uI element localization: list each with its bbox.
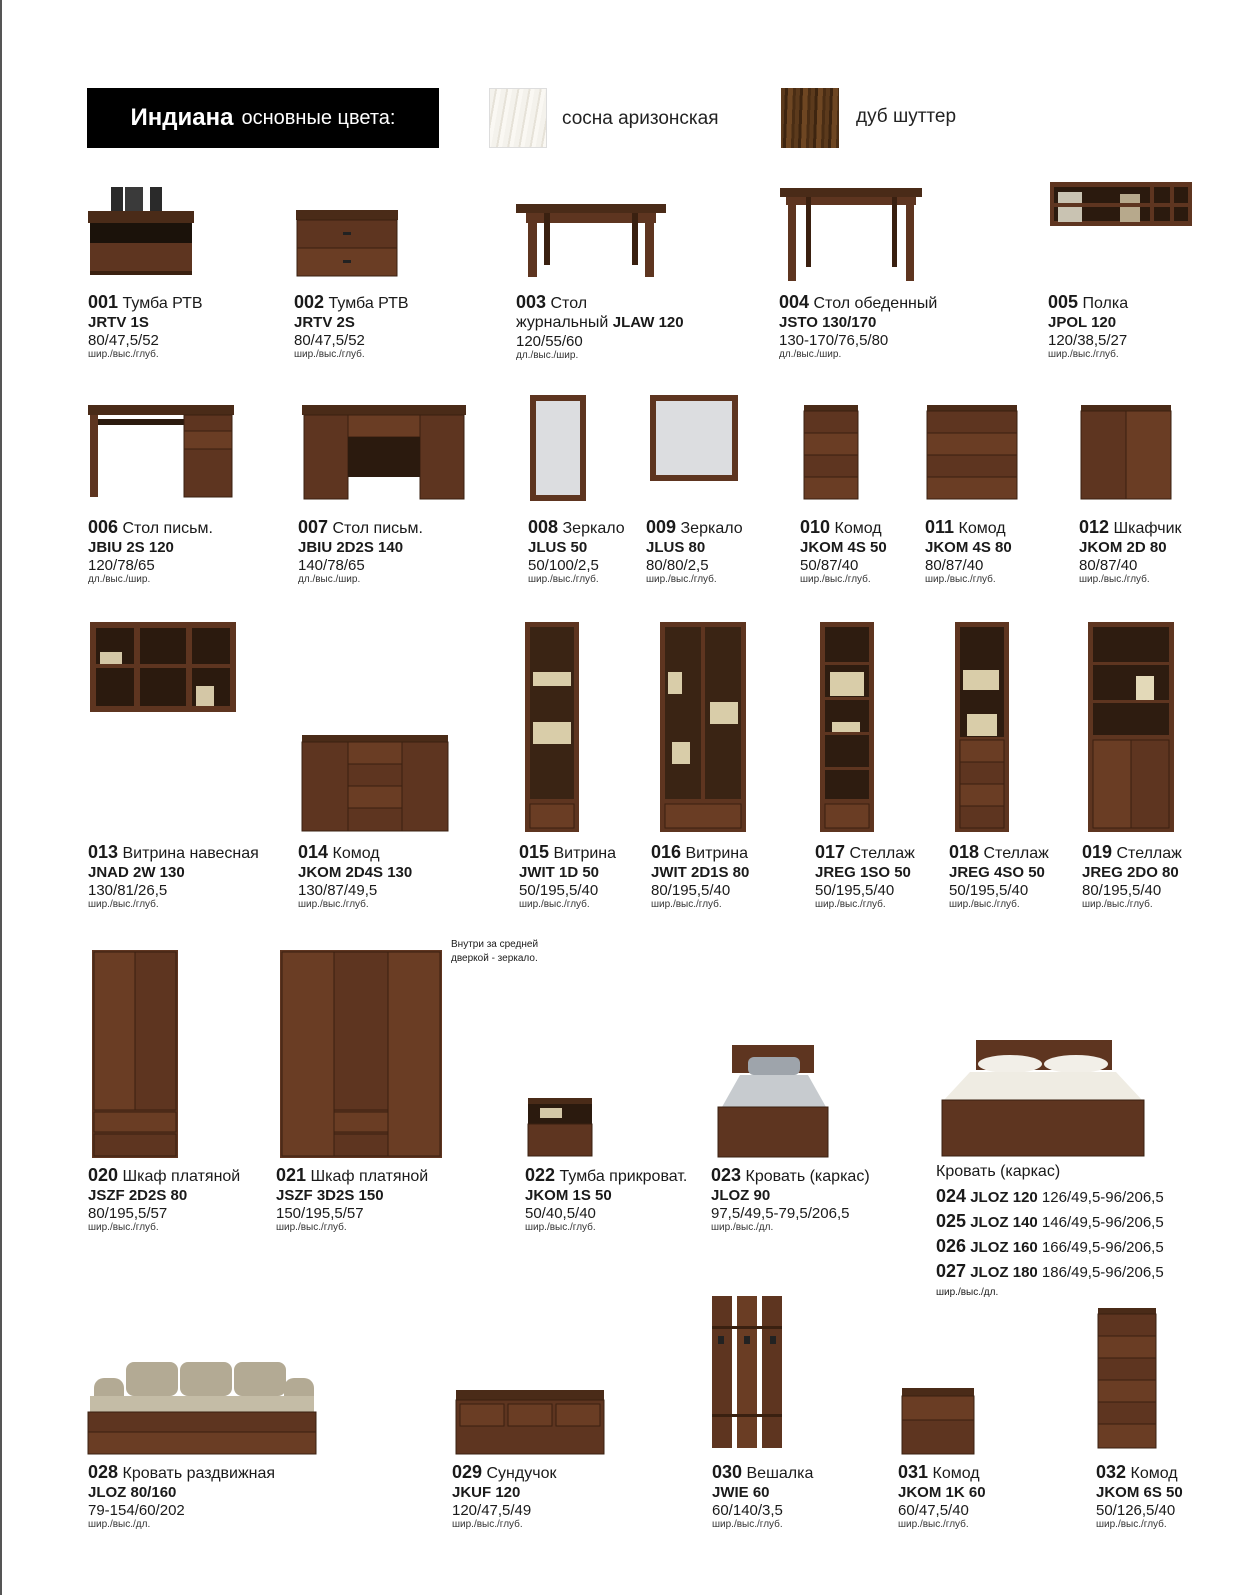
product-dimensions: 146/49,5-96/206,5 — [1041, 1214, 1164, 1231]
product-number: 006 — [88, 517, 119, 537]
dimension-caption: шир./выс./глуб. — [298, 899, 369, 911]
dimension-caption: шир./выс./глуб. — [712, 1519, 783, 1531]
product-code: JKOM 1S 50 — [525, 1186, 612, 1204]
product-name: Тумба РТВ — [328, 295, 409, 312]
product-code: JSZF 3D2S 150 — [276, 1186, 384, 1204]
wardrobe-icon — [92, 950, 178, 1158]
color-name-shutter-oak: дуб шуттер — [856, 106, 957, 127]
product-code: JKOM 2D4S 130 — [298, 863, 413, 881]
product-name: Комод — [834, 520, 882, 537]
product-number: 031 — [898, 1462, 929, 1482]
dimension-caption: шир./выс./глуб. — [1079, 574, 1150, 586]
coat-rack-icon — [712, 1296, 782, 1448]
product-name: Комод — [332, 845, 380, 862]
product-number: 025 — [936, 1211, 967, 1231]
product-dimensions: 120/78/65 — [88, 556, 155, 574]
product-code: JBIU 2S 120 — [88, 538, 174, 556]
dimension-caption: шир./выс./глуб. — [452, 1519, 523, 1531]
product-name: Зеркало — [680, 520, 743, 537]
product-code: JKOM 4S 80 — [925, 538, 1012, 556]
product-021 — [276, 1165, 428, 1234]
product-name: Вешалка — [746, 1465, 814, 1482]
product-010 — [800, 517, 887, 586]
product-name: Витрина навесная — [122, 845, 259, 862]
double-bed-header: Кровать (каркас) — [936, 1163, 1061, 1180]
wardrobe-mirror-note — [451, 938, 538, 966]
product-code: JLOZ 140 — [970, 1214, 1038, 1231]
product-code: JKUF 120 — [452, 1483, 521, 1501]
product-dimensions: 126/49,5-96/206,5 — [1041, 1189, 1164, 1206]
product-dimensions: 50/100/2,5 — [528, 556, 599, 574]
product-name: Кровать раздвижная — [122, 1465, 276, 1482]
product-code: JREG 1SO 50 — [815, 863, 911, 881]
dimension-caption: дл./выс./шир. — [298, 574, 361, 586]
product-dimensions: 186/49,5-96/206,5 — [1041, 1264, 1164, 1281]
bed-row-025 — [936, 1211, 1164, 1232]
product-name: Комод — [932, 1465, 980, 1482]
dimension-caption: шир./выс./глуб. — [294, 349, 365, 361]
dimension-caption: шир./выс./глуб. — [949, 899, 1020, 911]
bed-row-026 — [936, 1236, 1164, 1257]
product-code: JRTV 2S — [294, 313, 355, 331]
dresser-wide-icon — [927, 405, 1017, 501]
product-number: 002 — [294, 292, 325, 312]
product-name: Шкафчик — [1113, 520, 1182, 537]
product-028 — [88, 1462, 275, 1531]
product-name: Тумба РТВ — [122, 295, 203, 312]
product-code: JRTV 1S — [88, 313, 149, 331]
product-name-line2: журнальный — [516, 313, 609, 331]
dimension-caption: шир./выс./глуб. — [815, 899, 886, 911]
product-number: 014 — [298, 842, 329, 862]
product-dimensions: 50/195,5/40 — [519, 881, 599, 899]
dimension-caption: дл./выс./шир. — [779, 349, 842, 361]
wall-shelf-icon — [1050, 182, 1192, 226]
product-023 — [711, 1165, 870, 1234]
product-032 — [1096, 1462, 1183, 1531]
dimension-caption: шир./выс./глуб. — [800, 574, 871, 586]
dimension-caption: шир./выс./дл. — [88, 1519, 151, 1531]
product-code: JLOZ 80/160 — [88, 1483, 177, 1501]
product-009 — [646, 517, 743, 586]
wardrobe-triple-icon — [280, 950, 442, 1158]
product-dimensions: 60/140/3,5 — [712, 1501, 783, 1519]
dimension-caption: шир./выс./глуб. — [1048, 349, 1119, 361]
product-name: Стол — [550, 295, 588, 312]
product-dimensions: 130-170/76,5/80 — [779, 331, 889, 349]
product-031 — [898, 1462, 986, 1531]
product-number: 029 — [452, 1462, 483, 1482]
product-name: Шкаф платяной — [310, 1168, 429, 1185]
product-code: JLUS 80 — [646, 538, 706, 556]
brand-name: Индиана — [130, 104, 234, 131]
product-dimensions: 80/195,5/57 — [88, 1204, 168, 1222]
bookcase-icon — [820, 622, 874, 832]
product-code: JREG 4SO 50 — [949, 863, 1045, 881]
product-code: JLOZ 120 — [970, 1189, 1038, 1206]
product-number: 003 — [516, 292, 547, 312]
dimension-caption: шир./выс./глуб. — [519, 899, 590, 911]
product-017 — [815, 842, 915, 911]
product-name: Полка — [1082, 295, 1129, 312]
product-018 — [949, 842, 1049, 911]
product-dimensions: 166/49,5-96/206,5 — [1041, 1239, 1164, 1256]
desk-double-icon — [302, 405, 466, 499]
product-number: 020 — [88, 1165, 119, 1185]
product-name: Стеллаж — [983, 845, 1049, 862]
product-number: 023 — [711, 1165, 742, 1185]
product-030 — [712, 1462, 813, 1531]
product-dimensions: 80/87/40 — [1079, 556, 1138, 574]
product-dimensions: 80/195,5/40 — [651, 881, 731, 899]
color-name-arizona-pine: сосна аризонская — [562, 108, 719, 129]
coffee-table-icon — [516, 204, 666, 280]
dimension-caption: шир./выс./дл. — [936, 1287, 999, 1298]
product-code: JWIT 1D 50 — [519, 863, 600, 881]
product-number: 010 — [800, 517, 831, 537]
product-number: 009 — [646, 517, 677, 537]
product-number: 016 — [651, 842, 682, 862]
product-number: 011 — [925, 517, 955, 537]
product-number: 004 — [779, 292, 810, 312]
product-code: JWIT 2D1S 80 — [651, 863, 750, 881]
low-chest-icon — [902, 1388, 974, 1454]
mirror-tall-icon — [530, 395, 586, 501]
product-code: JSTO 130/170 — [779, 313, 877, 331]
dimension-caption: шир./выс./глуб. — [646, 574, 717, 586]
chest-icon — [456, 1390, 604, 1454]
single-bed-icon — [716, 1045, 830, 1157]
product-001 — [88, 292, 203, 361]
product-number: 021 — [276, 1165, 307, 1185]
product-029 — [452, 1462, 556, 1531]
desk-icon — [88, 405, 234, 497]
product-code: JSZF 2D2S 80 — [88, 1186, 188, 1204]
dimension-caption: шир./выс./глуб. — [1082, 899, 1153, 911]
sideboard-icon — [302, 735, 448, 833]
bookcase-doors-icon — [1088, 622, 1174, 832]
product-code: JKOM 2D 80 — [1079, 538, 1167, 556]
dresser-narrow-icon — [804, 405, 858, 501]
product-name: Зеркало — [562, 520, 625, 537]
product-dimensions: 80/195,5/40 — [1082, 881, 1162, 899]
product-dimensions: 80/47,5/52 — [294, 331, 365, 349]
product-013 — [88, 842, 259, 911]
product-code: JPOL 120 — [1048, 313, 1117, 331]
product-007 — [298, 517, 423, 586]
dimension-caption: шир./выс./глуб. — [925, 574, 996, 586]
product-number: 008 — [528, 517, 559, 537]
display-cabinet-icon — [525, 622, 579, 832]
product-name: Шкаф платяной — [122, 1168, 241, 1185]
brand-banner — [87, 88, 439, 148]
product-003 — [516, 292, 684, 362]
nightstand-icon — [528, 1098, 592, 1158]
product-016 — [651, 842, 749, 911]
dimension-caption: шир./выс./глуб. — [1096, 1519, 1167, 1531]
product-number: 018 — [949, 842, 980, 862]
product-number: 032 — [1096, 1462, 1127, 1482]
product-code: JREG 2DO 80 — [1082, 863, 1179, 881]
dining-table-icon — [780, 188, 922, 282]
product-002 — [294, 292, 409, 361]
product-code: JKOM 1K 60 — [898, 1483, 986, 1501]
product-number: 024 — [936, 1186, 967, 1206]
product-name: Витрина — [553, 845, 617, 862]
product-012 — [1079, 517, 1182, 586]
product-dimensions: 50/195,5/40 — [949, 881, 1029, 899]
dimension-caption: шир./выс./глуб. — [651, 899, 722, 911]
dimension-caption: шир./выс./глуб. — [525, 1222, 596, 1234]
product-dimensions: 80/47,5/52 — [88, 331, 159, 349]
product-name: Витрина — [685, 845, 749, 862]
product-number: 019 — [1082, 842, 1113, 862]
dimension-caption: шир./выс./глуб. — [88, 899, 159, 911]
color-swatch-shutter-oak — [781, 88, 839, 148]
tv-stand-drawers-icon — [296, 210, 398, 282]
product-number: 005 — [1048, 292, 1079, 312]
bed-row-027 — [936, 1261, 1164, 1282]
product-name: Сундучок — [486, 1465, 557, 1482]
mirror-square-icon — [650, 395, 738, 481]
product-code: JNAD 2W 130 — [88, 863, 185, 881]
bed-row-024 — [936, 1186, 1164, 1207]
sofa-bed-icon — [88, 1362, 316, 1454]
display-cabinet-double-icon — [660, 622, 746, 832]
product-code: JKOM 4S 50 — [800, 538, 887, 556]
product-number: 007 — [298, 517, 329, 537]
product-020 — [88, 1165, 240, 1234]
product-dimensions: 80/80/2,5 — [646, 556, 709, 574]
tv-stand-icon — [88, 185, 194, 281]
product-006 — [88, 517, 213, 586]
cabinet-icon — [1081, 405, 1171, 501]
product-name: Кровать (каркас) — [745, 1168, 870, 1185]
note-line-1: Внутри за средней — [451, 939, 539, 950]
product-name: Комод — [1130, 1465, 1178, 1482]
product-008 — [528, 517, 625, 586]
product-dimensions: 120/47,5/49 — [452, 1501, 532, 1519]
product-number: 001 — [88, 292, 119, 312]
dimension-caption: шир./выс./глуб. — [88, 1222, 159, 1234]
product-code: JLAW 120 — [612, 313, 684, 331]
product-dimensions: 50/195,5/40 — [815, 881, 895, 899]
product-number: 027 — [936, 1261, 967, 1281]
brand-subtitle: основные цвета: — [241, 106, 396, 129]
product-dimensions: 120/38,5/27 — [1048, 331, 1128, 349]
product-015 — [519, 842, 616, 911]
product-dimensions: 140/78/65 — [298, 556, 365, 574]
product-dimensions: 80/87/40 — [925, 556, 984, 574]
double-bed-icon — [940, 1040, 1146, 1158]
product-dimensions: 79-154/60/202 — [88, 1501, 185, 1519]
product-code: JKOM 6S 50 — [1096, 1483, 1183, 1501]
product-name: Стеллаж — [1116, 845, 1182, 862]
product-number: 028 — [88, 1462, 119, 1482]
product-dimensions: 120/55/60 — [516, 332, 583, 350]
product-022 — [525, 1165, 687, 1234]
product-number: 026 — [936, 1236, 967, 1256]
product-dimensions: 130/81/26,5 — [88, 881, 168, 899]
product-005 — [1048, 292, 1128, 361]
product-code: JLUS 50 — [528, 538, 588, 556]
dimension-caption: шир./выс./глуб. — [528, 574, 599, 586]
product-011 — [925, 517, 1012, 586]
product-dimensions: 150/195,5/57 — [276, 1204, 364, 1222]
page-left-border — [0, 0, 2, 1595]
product-dimensions: 50/126,5/40 — [1096, 1501, 1176, 1519]
wall-display-icon — [90, 622, 236, 712]
product-number: 030 — [712, 1462, 743, 1482]
product-name: Стеллаж — [849, 845, 915, 862]
product-number: 017 — [815, 842, 846, 862]
dimension-caption: шир./выс./дл. — [711, 1222, 774, 1234]
product-dimensions: 50/40,5/40 — [525, 1204, 596, 1222]
dimension-caption: дл./выс./шир. — [88, 574, 151, 586]
product-014 — [298, 842, 412, 911]
dimension-caption: шир./выс./глуб. — [88, 349, 159, 361]
product-019 — [1082, 842, 1182, 911]
color-swatch-arizona-pine — [489, 88, 547, 148]
product-number: 015 — [519, 842, 550, 862]
product-code: JLOZ 180 — [970, 1264, 1038, 1281]
product-name: Стол письм. — [122, 520, 213, 537]
note-line-2: дверкой - зеркало. — [451, 953, 538, 964]
bookcase-drawers-icon — [955, 622, 1009, 832]
product-number: 013 — [88, 842, 119, 862]
product-name: Стол обеденный — [813, 295, 938, 312]
product-name: Тумба прикроват. — [559, 1168, 688, 1185]
product-dimensions: 50/87/40 — [800, 556, 859, 574]
product-dimensions: 60/47,5/40 — [898, 1501, 969, 1519]
product-dimensions: 130/87/49,5 — [298, 881, 378, 899]
product-number: 012 — [1079, 517, 1110, 537]
dimension-caption: шир./выс./глуб. — [898, 1519, 969, 1531]
product-code: JBIU 2D2S 140 — [298, 538, 404, 556]
product-name: Стол письм. — [332, 520, 423, 537]
tall-dresser-icon — [1098, 1308, 1156, 1450]
dimension-caption: шир./выс./глуб. — [276, 1222, 347, 1234]
dimension-caption: дл./выс./шир. — [516, 350, 579, 362]
product-dimensions: 97,5/49,5-79,5/206,5 — [711, 1204, 850, 1222]
product-number: 022 — [525, 1165, 556, 1185]
product-004 — [779, 292, 937, 361]
product-code: JLOZ 160 — [970, 1239, 1038, 1256]
product-name: Комод — [958, 520, 1006, 537]
product-code: JLOZ 90 — [711, 1186, 771, 1204]
product-code: JWIE 60 — [712, 1483, 770, 1501]
